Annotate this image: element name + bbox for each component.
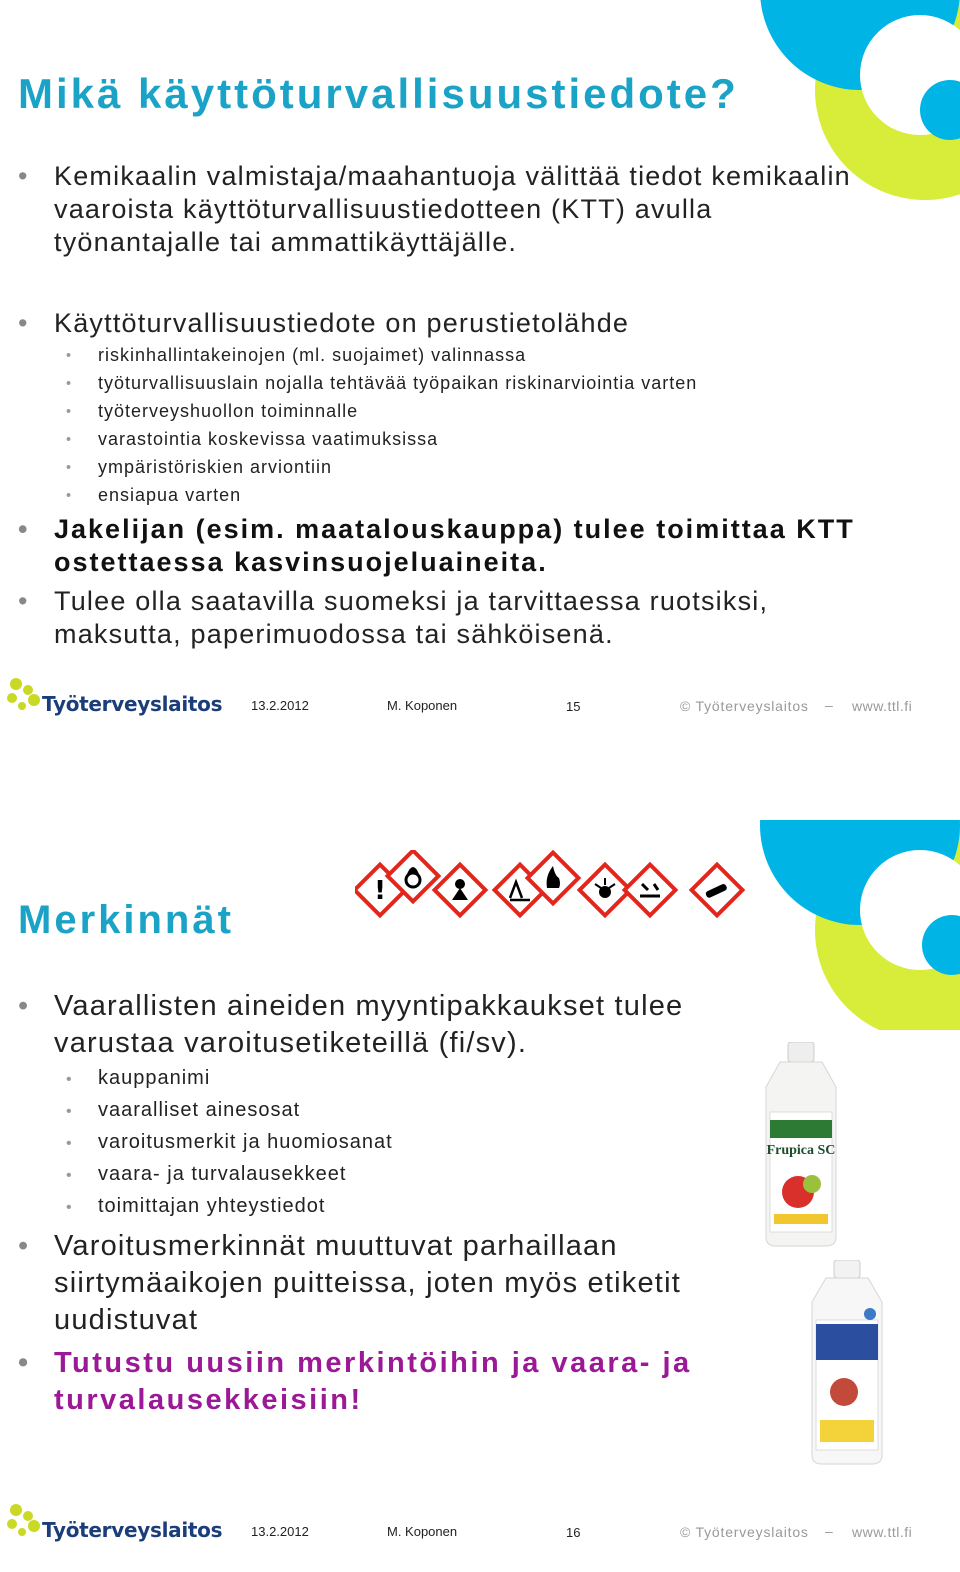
- slide-footer: [0, 1502, 960, 1542]
- bullet-markings-change: • Varoitusmerkinnät muuttuvat parhaillaan siirtymäaikojen puitteissa, joten myös etiketit uudistuvat: [18, 1228, 768, 1339]
- footer-url[interactable]: www.ttl.fi: [852, 698, 913, 714]
- footer-date: 13.2.2012: [251, 1524, 309, 1539]
- footer-url[interactable]: www.ttl.fi: [852, 1524, 913, 1540]
- footer-author: M. Koponen: [387, 1524, 458, 1539]
- sub-item: • vaaralliset ainesosat: [18, 1094, 768, 1126]
- svg-text:!: !: [374, 876, 386, 906]
- sub-item: • työturvallisuuslain nojalla tehtävää työpaikan riskinarviointia varten: [18, 369, 858, 397]
- bullet-availability: • Tulee olla saatavilla suomeksi ja tarvittaessa ruotsiksi, maksutta, paperimuodossa tai sähköisenä.: [18, 585, 858, 651]
- slide-16: [0, 820, 960, 1572]
- ttl-logo-text: Työterveyslaitos: [42, 1518, 223, 1542]
- bullet-list: [18, 160, 858, 651]
- sub-item: • varoitusmerkit ja huomiosanat: [18, 1126, 768, 1158]
- bullet-basic-source: • Käyttöturvallisuustiedote on perustietolähde: [18, 307, 858, 340]
- corrosive-hazard-icon: [625, 865, 676, 916]
- footer-dash: –: [825, 697, 833, 713]
- sub-item: • riskinhallintakeinojen (ml. suojaimet) valinnassa: [18, 341, 858, 369]
- sub-item: • ympäristöriskien arviontiin: [18, 453, 858, 481]
- hazard-pictograms: [355, 850, 755, 950]
- sub-item: • työterveyshuollon toiminnalle: [18, 397, 858, 425]
- footer-author: M. Koponen: [387, 698, 458, 713]
- bottle-brand-label: Frupica SC: [766, 1143, 836, 1158]
- gas-cylinder-hazard-icon: [692, 865, 743, 916]
- slide-15: [0, 0, 960, 780]
- bullet-study-new-markings: • Tutustu uusiin merkintöihin ja vaara- ja turvalausekkeisiin!: [18, 1345, 768, 1419]
- slide-footer: [0, 676, 960, 716]
- sub-item: • kauppanimi: [18, 1062, 768, 1094]
- footer-copyright: © Työterveyslaitos: [680, 1524, 809, 1540]
- product-bottle-image: [808, 1260, 888, 1465]
- slide-title: Merkinnät: [18, 898, 234, 942]
- bullet-ktt-delivery: • Kemikaalin valmistaja/maahantuoja välittää tiedot kemikaalin vaaroista käyttöturvallisuustiedotteen (KTT) avulla työnantajalle tai ammattikäyttäjälle.: [18, 160, 858, 259]
- sub-item: • varastointia koskevissa vaatimuksissa: [18, 425, 858, 453]
- bullet-distributor: • Jakelijan (esim. maatalouskauppa) tulee toimittaa KTT ostettaessa kasvinsuojeluaineita.: [18, 513, 858, 579]
- footer-copyright: © Työterveyslaitos: [680, 698, 809, 714]
- sub-item: • ensiapua varten: [18, 481, 858, 509]
- footer-dash: –: [825, 1523, 833, 1539]
- slide-title: Mikä käyttöturvallisuustiedote?: [18, 70, 739, 117]
- sub-item: • vaara- ja turvalausekkeet: [18, 1158, 768, 1190]
- sub-item: • toimittajan yhteystiedot: [18, 1190, 768, 1222]
- bullet-list: [18, 988, 768, 1419]
- footer-date: 13.2.2012: [251, 698, 309, 713]
- product-bottle-image: [758, 1042, 844, 1247]
- bullet-labels-required: • Vaarallisten aineiden myyntipakkaukset tulee varustaa varoitusetiketeillä (fi/sv).: [18, 988, 768, 1062]
- footer-page-number: 16: [566, 1525, 581, 1540]
- health-hazard-icon: [435, 865, 486, 916]
- ttl-logo-text: Työterveyslaitos: [42, 692, 223, 716]
- footer-page-number: 15: [566, 699, 581, 714]
